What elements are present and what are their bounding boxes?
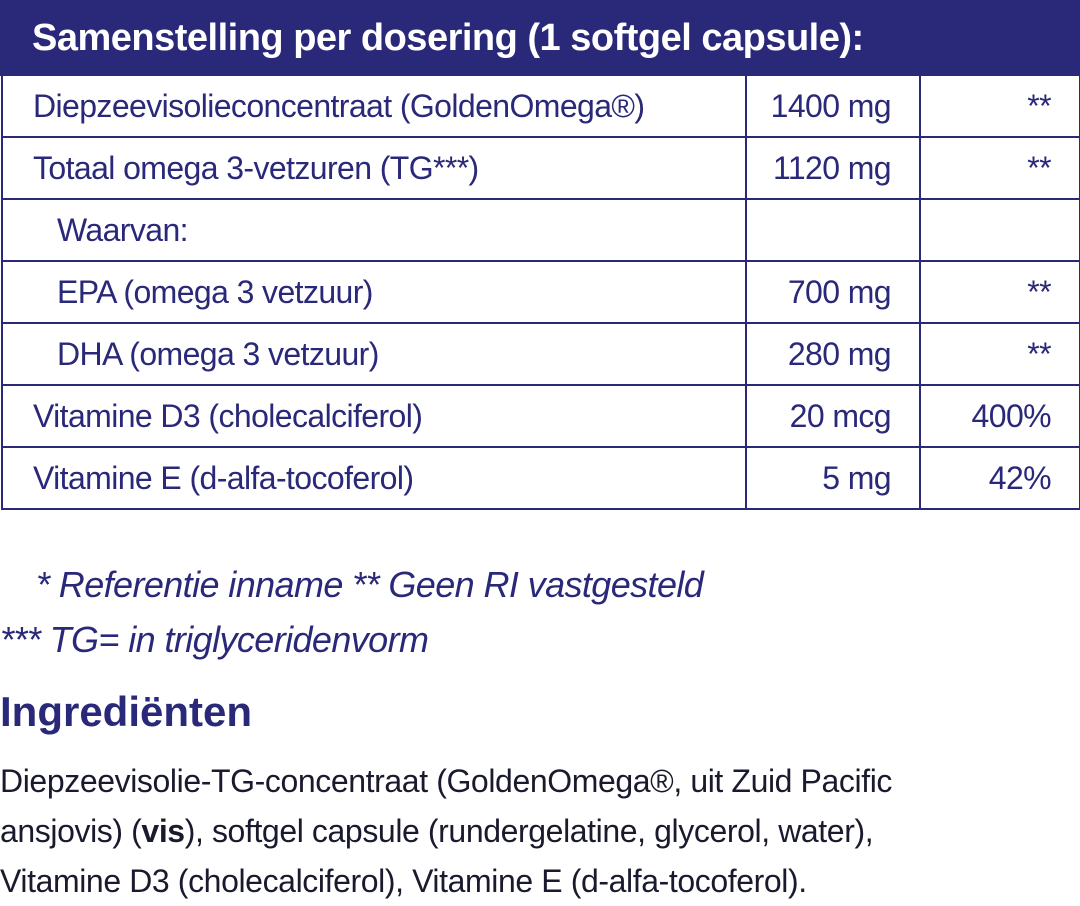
ingredient-amount: 1120 mg bbox=[746, 137, 920, 199]
ingredients-heading: Ingrediënten bbox=[0, 688, 253, 735]
ingredients-text bbox=[0, 756, 1080, 906]
ingredient-ri: 400% bbox=[920, 385, 1080, 447]
composition-header bbox=[0, 0, 1080, 76]
ingredient-amount: 5 mg bbox=[746, 447, 920, 509]
footnote-tg: *** TG= in triglyceridenvorm bbox=[0, 619, 429, 660]
ingredient-ri: ** bbox=[920, 261, 1080, 323]
table-row bbox=[2, 385, 1080, 447]
ingredients-line-2-start: ansjovis) ( bbox=[0, 813, 142, 849]
composition-title: Samenstelling per dosering (1 softgel capsule): bbox=[32, 17, 864, 59]
ingredient-name: Diepzeevisolieconcentraat (GoldenOmega®) bbox=[2, 76, 746, 137]
ingredient-name: Waarvan: bbox=[2, 199, 746, 261]
ingredient-ri: ** bbox=[920, 137, 1080, 199]
ingredients-line-2 bbox=[0, 806, 1080, 856]
ingredient-amount bbox=[746, 199, 920, 261]
footnote-ri: * Referentie inname ** Geen RI vastgesteld bbox=[36, 564, 704, 605]
ingredient-ri: ** bbox=[920, 76, 1080, 137]
composition-table-body bbox=[2, 76, 1080, 509]
ingredient-ri: 42% bbox=[920, 447, 1080, 509]
footnotes bbox=[0, 560, 703, 670]
ingredient-name: DHA (omega 3 vetzuur) bbox=[2, 323, 746, 385]
ingredient-amount: 700 mg bbox=[746, 261, 920, 323]
ingredient-ri bbox=[920, 199, 1080, 261]
table-row bbox=[2, 76, 1080, 137]
table-row bbox=[2, 137, 1080, 199]
allergen-highlight: vis bbox=[141, 813, 185, 849]
table-row bbox=[2, 323, 1080, 385]
ingredients-line-3: Vitamine D3 (cholecalciferol), Vitamine E (d-alfa-tocoferol). bbox=[0, 863, 807, 899]
ingredient-ri: ** bbox=[920, 323, 1080, 385]
table-row bbox=[2, 447, 1080, 509]
ingredient-amount: 1400 mg bbox=[746, 76, 920, 137]
ingredient-amount: 20 mcg bbox=[746, 385, 920, 447]
ingredient-name: Vitamine D3 (cholecalciferol) bbox=[2, 385, 746, 447]
ingredient-name: EPA (omega 3 vetzuur) bbox=[2, 261, 746, 323]
table-row bbox=[2, 261, 1080, 323]
ingredient-amount: 280 mg bbox=[746, 323, 920, 385]
ingredients-line-2-end: ), softgel capsule (rundergelatine, glycerol, water), bbox=[184, 813, 874, 849]
ingredient-name: Vitamine E (d-alfa-tocoferol) bbox=[2, 447, 746, 509]
table-row bbox=[2, 199, 1080, 261]
composition-table bbox=[1, 76, 1080, 510]
ingredients-line-1: Diepzeevisolie-TG-concentraat (GoldenOmega®, uit Zuid Pacific bbox=[0, 763, 893, 799]
ingredient-name: Totaal omega 3-vetzuren (TG***) bbox=[2, 137, 746, 199]
